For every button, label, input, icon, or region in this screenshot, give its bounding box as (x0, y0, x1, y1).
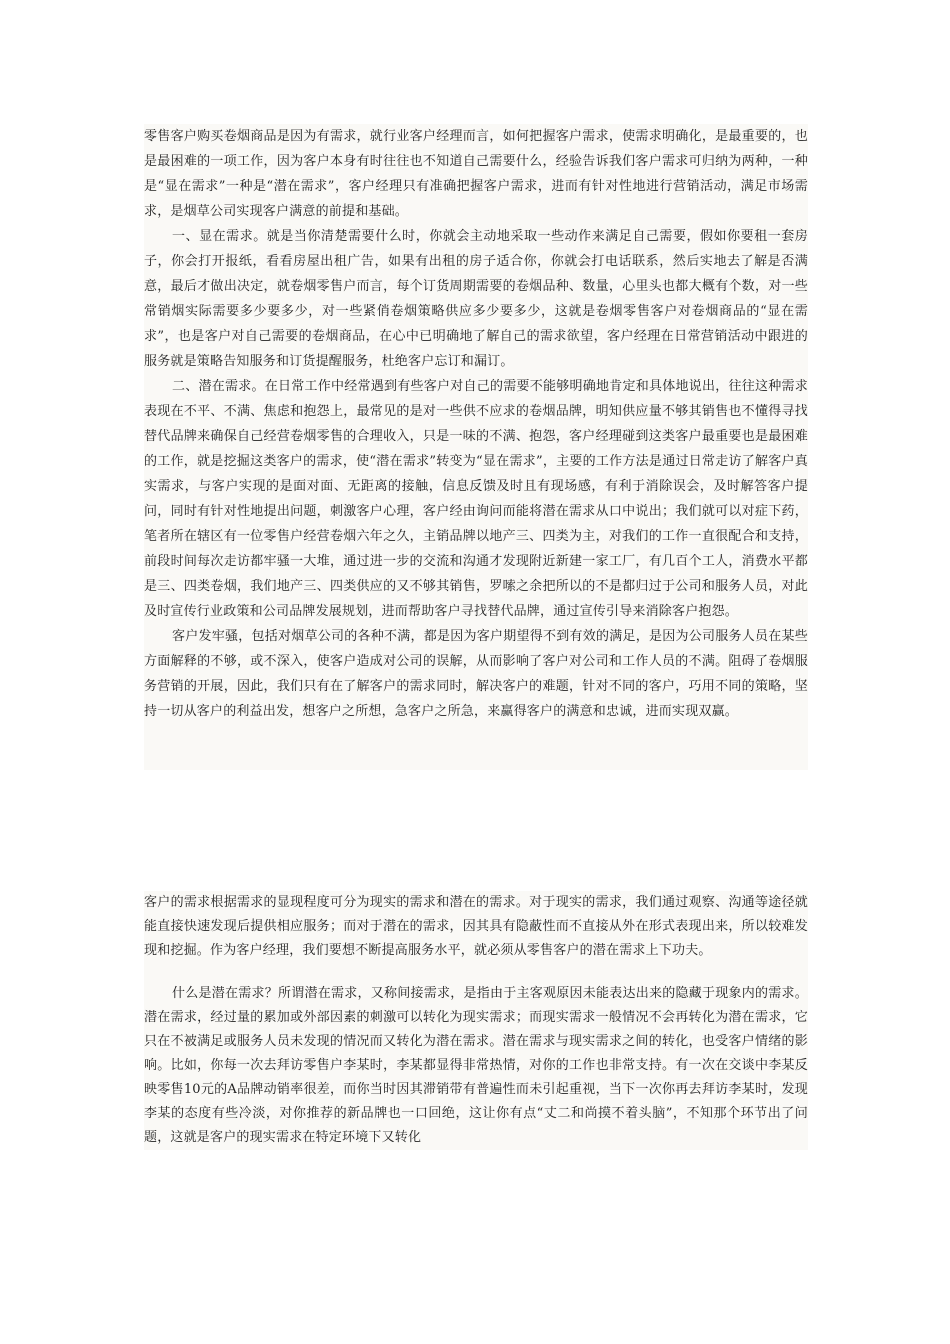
article1-paragraph-3: 二、潜在需求。在日常工作中经常遇到有些客户对自己的需要不能够明确地肯定和具体地说出，往往这种需求表现在不平、不满、焦虑和抱怨上，最常见的是对一些供不应求的卷烟品牌，明知供应量不够其销售也不懂得寻找替代品牌来确保自己经营卷烟零售的合理收入，只是一味的不满、抱怨，客户经理碰到这类客户最重要也是最困难的工作，就是挖掘这类客户的需求，使“潜在需求”转变为“显在需求”，主要的工作方法是通过日常走访了解客户真实需求，与客户实现的是面对面、无距离的接触，信息反馈及时且有现场感，有利于消除误会，及时解答客户提问，同时有针对性地提出问题，刺激客户心理，客户经由询问而能将潜在需求从口中说出；我们就可以对症下药，笔者所在辖区有一位零售户经营卷烟六年之久，主销品牌以地产三、四类为主，对我们的工作一直很配合和支持，前段时间每次走访都牢骚一大堆，通过进一步的交流和沟通才发现附近新建一家工厂，有几百个工人，消费水平都是三、四类卷烟，我们地产三、四类供应的又不够其销售，罗嗦之余把所以的不是都归过于公司和服务人员，对此及时宣传行业政策和公司品牌发展规划，进而帮助客户寻找替代品牌，通过宣传引导来消除客户抱怨。 (144, 379, 808, 619)
article2-paragraph-1: 客户的需求根据需求的显现程度可分为现实的需求和潜在的需求。对于现实的需求，我们通过观察、沟通等途径就能直接快速发现后提供相应服务；而对于潜在的需求，因其具有隐蔽性而不直接从外在形式表现出来，所以较难发现和挖掘。作为客户经理，我们要想不断提高服务水平，就必须从零售客户的潜在需求上下功夫。 (144, 895, 808, 958)
article2-paragraph-2: 什么是潜在需求？所谓潜在需求，又称间接需求，是指由于主客观原因未能表达出来的隐藏于现象内的需求。潜在需求，经过量的累加或外部因素的刺激可以转化为现实需求；而现实需求一般情况不会再转化为潜在需求，它只在不被满足或服务人员未发现的情况而又转化为潜在需求。潜在需求与现实需求之间的转化，也受客户情绪的影响。比如，你每一次去拜访零售户李某时，李某都显得非常热情，对你的工作也非常支持。有一次在交谈中李某反映零售10元的A品牌动销率很差，而你当时因其滞销带有普遍性而未引起重视，当下一次你再去拜访李某时，发现李某的态度有些冷淡，对你推荐的新品牌也一口回绝，这让你有点“丈二和尚摸不着头脑”，不知那个环节出了问题，这就是客户的现实需求在特定环境下又转化 (144, 986, 808, 1145)
article1-paragraph-2: 一、显在需求。就是当你清楚需要什么时，你就会主动地采取一些动作来满足自己需要，假如你要租一套房子，你会打开报纸，看看房屋出租广告，如果有出租的房子适合你，你就会打电话联系，然后实地去了解是否满意，最后才做出决定，就卷烟零售户而言，每个订货周期需要的卷烟品种、数量，心里头也都大概有个数，对一些常销烟实际需要多少要多少，对一些紧俏卷烟策略供应多少要多少，这就是卷烟零售客户对卷烟商品的“显在需求”，也是客户对自己需要的卷烟商品，在心中已明确地了解自己的需求欲望，客户经理在日常营销活动中跟进的服务就是策略告知服务和订货提醒服务，杜绝客户忘订和漏订。 (144, 229, 808, 369)
article-block-1 (144, 124, 808, 770)
article1-paragraph-4: 客户发牢骚，包括对烟草公司的各种不满，都是因为客户期望得不到有效的满足，是因为公司服务人员在某些方面解释的不够，或不深入，使客户造成对公司的误解，从而影响了客户对公司和工作人员的不满。阻碍了卷烟服务营销的开展，因此，我们只有在了解客户的需求同时，解决客户的难题，针对不同的客户，巧用不同的策略，坚持一切从客户的利益出发，想客户之所想，急客户之所急，来赢得客户的满意和忠诚，进而实现双赢。 (144, 629, 808, 719)
article-block-2 (144, 891, 808, 1150)
article1-paragraph-1: 零售客户购买卷烟商品是因为有需求，就行业客户经理而言，如何把握客户需求，使需求明确化，是最重要的，也是最困难的一项工作，因为客户本身有时往往也不知道自己需要什么，经验告诉我们客户需求可归纳为两种，一种是“显在需求”一种是“潜在需求”，客户经理只有准确把握客户需求，进而有针对性地进行营销活动，满足市场需求，是烟草公司实现客户满意的前提和基础。 (144, 129, 808, 219)
